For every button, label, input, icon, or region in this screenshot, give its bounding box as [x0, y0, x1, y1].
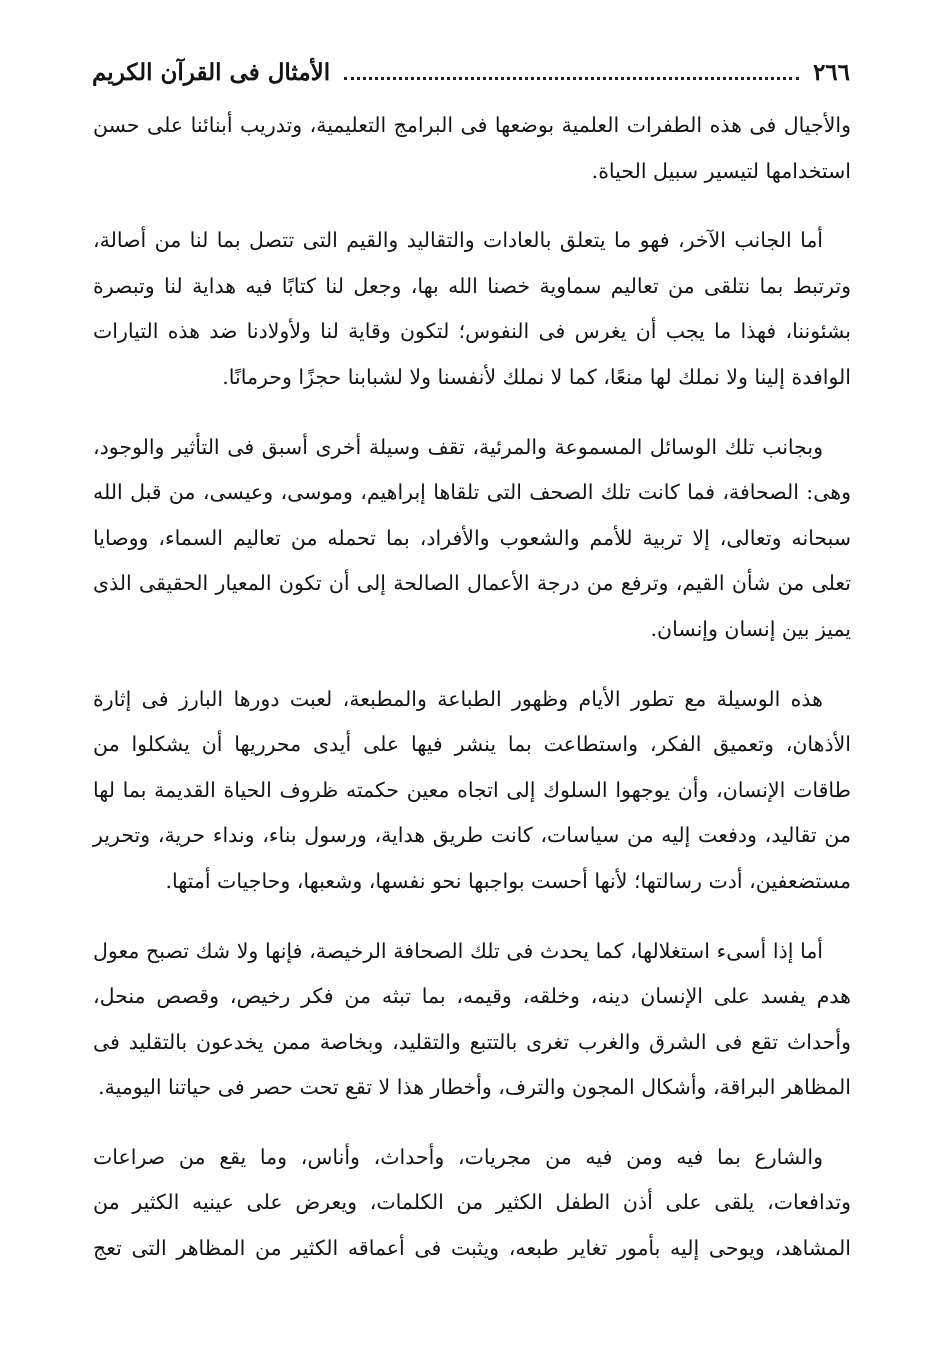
paragraph-1: والأجيال فى هذه الطفرات العلمية بوضعها فى البرامج التعليمية، وتدريب أبنائنا على حسن استخدامها لتيسير سبيل الحياة.: [93, 113, 851, 183]
page-number: ٢٦٦: [812, 58, 850, 86]
paragraph-6: والشارع بما فيه ومن فيه من مجريات، وأحداث، وأناس، وما يقع من صراعات وتدافعات، يلقى على أذن الطفل الكثير من الكلمات، ويعرض على عينيه الكثير من المشاهد، ويوحى إليه بأمور تغاير طبعه، ويثبت فى أعماقه الكثير من المظاهر التى تعج: [93, 1144, 851, 1261]
paragraph-5: أما إذا أسىء استغلالها، كما يحدث فى تلك الصحافة الرخيصة، فإنها ولا شك تصبح معول هدم يفسد على الإنسان دينه، وخلقه، وقيمه، بما تبثه من فكر رخيص، وقصص منحل، وأحداث تقع فى الشرق والغرب تغرى بالتتبع والتقليد، وبخاصة ممن يخدعون بالتقليد فى المظاهر البراقة، وأشكال المجون والترف، وأخطار هذا لا تقع تحت حصر فى حياتنا اليومية.: [93, 938, 851, 1100]
body-text: [93, 103, 851, 1296]
page-header: [92, 52, 850, 92]
paragraph-4: هذه الوسيلة مع تطور الأيام وظهور الطباعة والمطبعة، لعبت دورها البارز فى إثارة الأذهان، وتعميق الفكر، واستطاعت بما ينشر فيها على أيدى محرريها أن يشكلوا من طاقات الإنسان، وأن يوجهوا السلوك إلى اتجاه معين حكمته ظروف الحياة القديمة بما لها من تقاليد، ودفعت إليه من سياسات، كانت طريق هداية، ورسول بناء، ونداء حرية، وتحرير مستضعفين، أدت رسالتها؛ لأنها أحست بواجبها نحو نفسها، وشعبها، وحاجيات أمتها.: [93, 686, 851, 893]
book-title: الأمثال فى القرآن الكريم: [92, 58, 331, 86]
paragraph-2: أما الجانب الآخر، فهو ما يتعلق بالعادات والتقاليد والقيم التى تتصل بما لنا من أصالة، وترتبط بما نتلقى من تعاليم سماوية خصنا الله بها، وجعل لنا كتابًا فيه هداية لنا وتبصرة بشئوننا، فهذا ما يجب أن يغرس فى النفوس؛ لتكون وقاية لنا ولأولادنا ضد هذه التيارات الوافدة إلينا ولا نملك لها منعًا، كما لا نملك لأنفسنا ولا لشبابنا حجزًا وحرمانًا.: [93, 228, 851, 389]
paragraph-3: وبجانب تلك الوسائل المسموعة والمرئية، تقف وسيلة أخرى أسبق فى التأثير والوجود، وهى: الصحافة، فما كانت تلك الصحف التى تلقاها إبراهيم، وموسى، وعيسى، من قبل الله سبحانه وتعالى، إلا تربية للأمم والشعوب والأفراد، بما تحمله من تعاليم السماء، ووصايا تعلى من شأن القيم، وترفع من درجة الأعمال الصالحة إلى أن تكون المعيار الحقيقى الذى يميز بين إنسان وإنسان.: [93, 434, 851, 641]
dotted-leader: [344, 77, 799, 80]
